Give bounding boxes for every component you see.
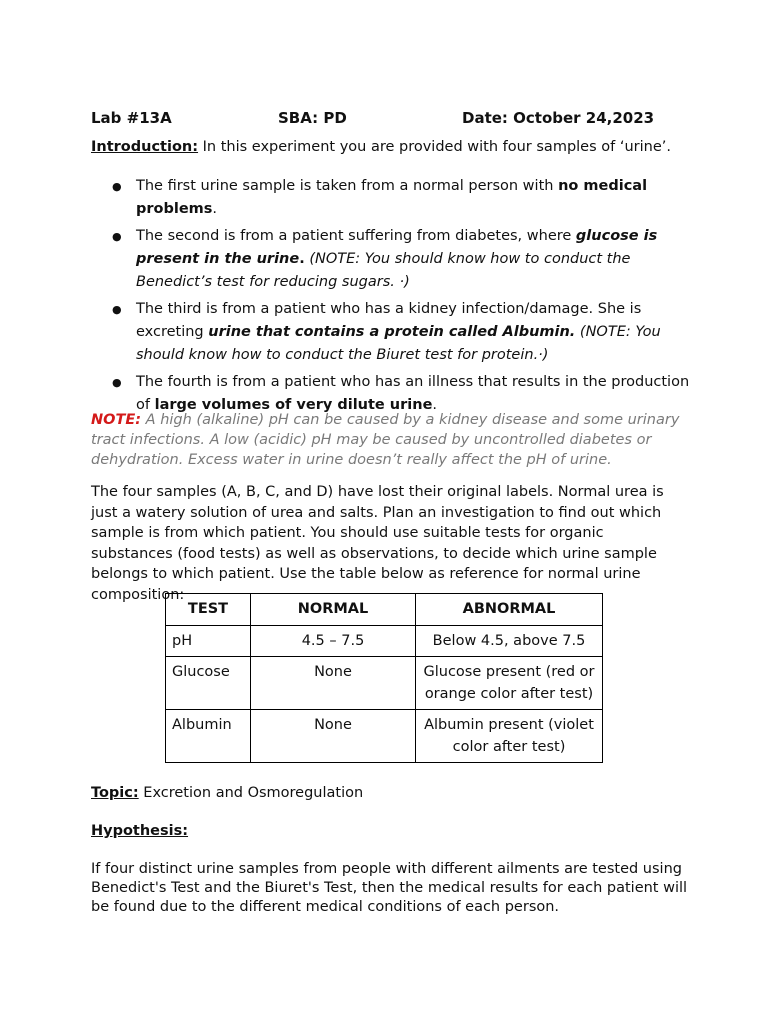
list-item-emphasis: glucose is present in the urine <box>136 228 658 267</box>
note-label: NOTE: <box>91 412 142 428</box>
table-cell: Below 4.5, above 7.5 <box>416 626 603 657</box>
ph-note <box>91 410 681 470</box>
urine-reference-table <box>165 593 603 763</box>
list-item-punct: . <box>432 397 438 413</box>
sample-list <box>112 175 692 421</box>
list-item-punct: . <box>212 201 218 217</box>
table-row <box>166 710 603 763</box>
list-item <box>112 175 692 221</box>
table-cell: None <box>251 657 416 710</box>
table-cell: Glucose present (red or orange color after test) <box>416 657 603 710</box>
list-item-note: (NOTE: You should know how to conduct the Biuret test for protein.·) <box>136 324 661 363</box>
table-header-row <box>166 594 603 626</box>
column-header: NORMAL <box>251 594 416 626</box>
column-header: TEST <box>166 594 251 626</box>
list-item-text: The second is from a patient suffering from diabetes, where <box>136 228 576 244</box>
list-item-emphasis: no medical problems <box>136 178 648 217</box>
table-cell: Glucose <box>166 657 251 710</box>
note-text: A high (alkaline) pH can be caused by a kidney disease and some urinary tract infections. A low (acidic) pH may be caused by uncontrolled diabetes or dehydration. Excess water in urine doesn’t really affect the pH of urine. <box>91 412 680 468</box>
hypothesis-heading <box>91 823 188 839</box>
table-row <box>166 657 603 710</box>
table-row <box>166 626 603 657</box>
topic-line <box>91 785 363 801</box>
table-cell: Albumin present (violet color after test) <box>416 710 603 763</box>
topic-label: Topic: <box>91 785 139 801</box>
list-item <box>112 298 692 367</box>
table-cell: Albumin <box>166 710 251 763</box>
list-item-text: The third is from a patient who has a kidney infection/damage. She is excreting <box>136 301 642 340</box>
table-cell: pH <box>166 626 251 657</box>
date-label: Date: October 24,2023 <box>462 109 655 127</box>
hypothesis-text: If four distinct urine samples from people with different ailments are tested using Benedict's Test and the Biuret's Test, then the medical results for each patient will be found due to the different medical conditions of each person. <box>91 861 688 915</box>
lab-number: Lab #13A <box>91 109 172 127</box>
table-cell: 4.5 – 7.5 <box>251 626 416 657</box>
list-item <box>112 225 692 294</box>
introduction <box>91 139 671 155</box>
instructions-paragraph: The four samples (A, B, C, and D) have lost their original labels. Normal urea is just a watery solution of urea and salts. Plan an investigation to find out which sample is from which patient. You should use suitable tests for organic substances (food tests) as well as observations, to decide which urine sample belongs to which patient. Use the table below as reference for normal urine composition: <box>91 484 664 603</box>
list-item-emphasis: large volumes of very dilute urine <box>154 397 433 413</box>
hypothesis-label: Hypothesis: <box>91 823 189 839</box>
introduction-text: In this experiment you are provided with four samples of ‘urine’. <box>198 139 671 155</box>
list-item-text: The fourth is from a patient who has an illness that results in the production of <box>136 374 690 413</box>
list-item-emphasis: urine that contains a protein called Albumin. <box>208 324 576 340</box>
list-item-note: (NOTE: You should know how to conduct the Benedict’s test for reducing sugars. ·) <box>136 251 631 290</box>
topic-text: Excretion and Osmoregulation <box>138 785 364 801</box>
list-item-punct: . <box>299 251 305 267</box>
introduction-label: Introduction: <box>91 139 199 155</box>
sba-label: SBA: PD <box>278 109 347 127</box>
document-header <box>91 109 711 129</box>
table-cell: None <box>251 710 416 763</box>
column-header: ABNORMAL <box>416 594 603 626</box>
list-item-text: The first urine sample is taken from a normal person with <box>136 178 559 194</box>
